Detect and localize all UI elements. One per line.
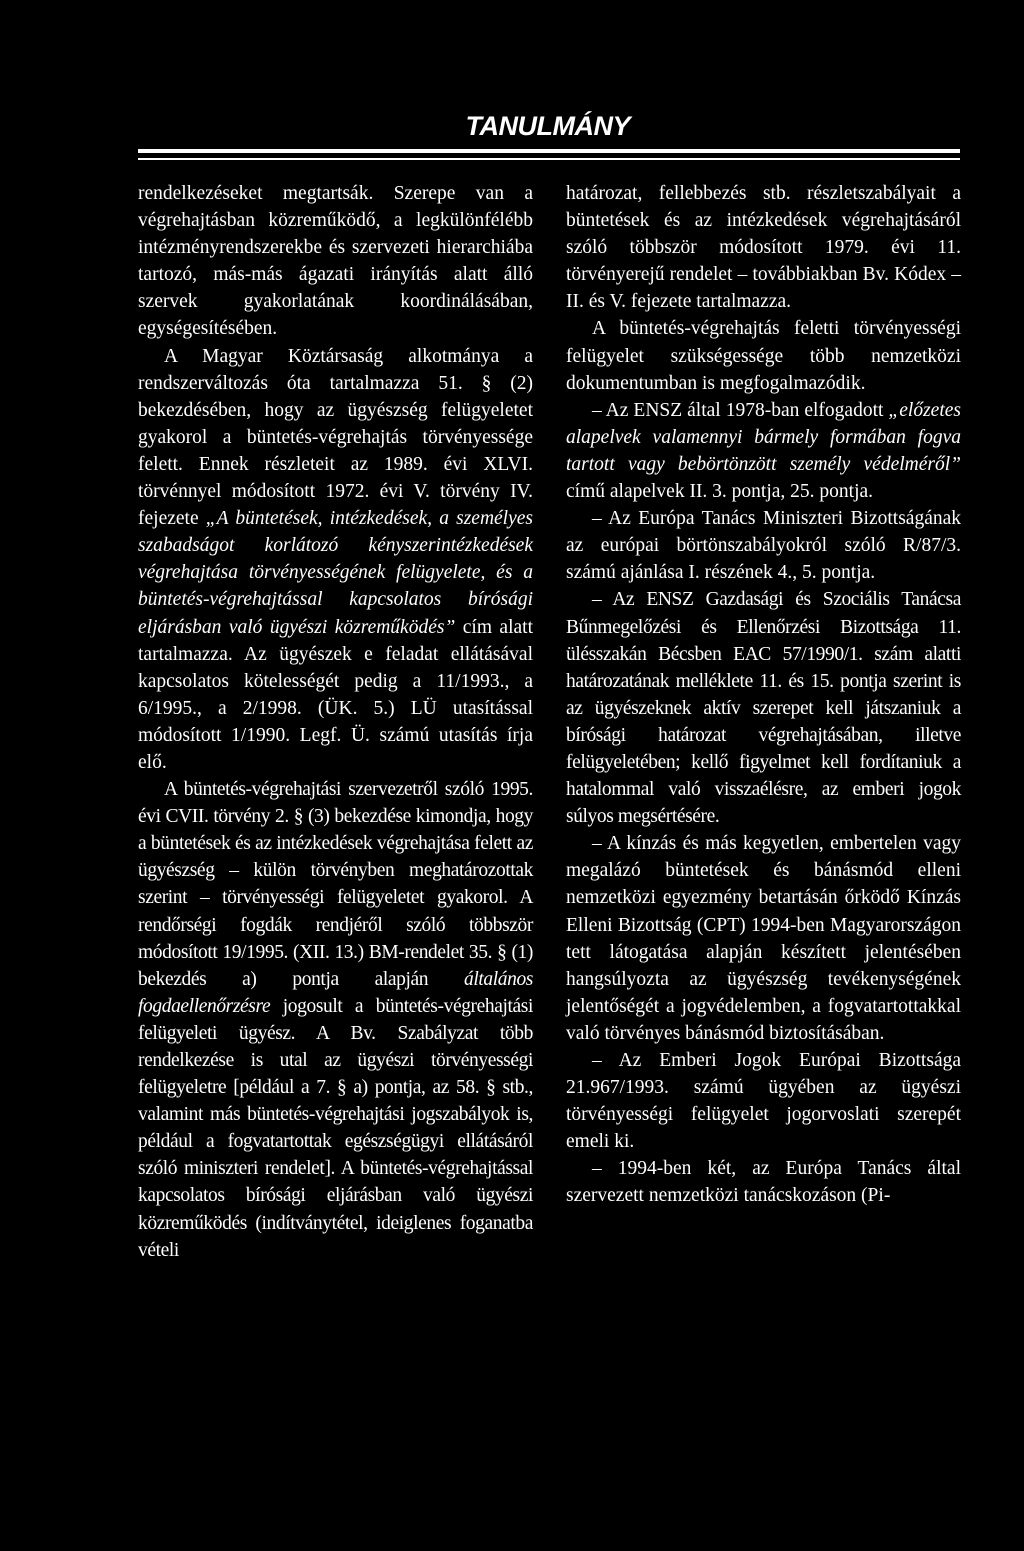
left-column xyxy=(138,180,533,1264)
paragraph: – Az ENSZ Gazdasági és Szociális Tanácsa Bűnmegelőzési és Ellenőrzési Bizottsága 11. ülésszakán Bécsben EAC 57/1990/1. szám alatti határozatának melléklete 11. és 15. pontja szerint is az ügyészeknek aktív szerepet kell játszaniuk a bírósági határozat végrehajtásában, illetve felügyeletében; kellő figyelmet kell fordítaniuk a hatalommal való visszaélésre, az emberi jogok súlyos megsértésére. xyxy=(566,589,961,828)
paragraph: A büntetés-végrehajtás feletti törvényességi felügyelet szükségessége több nemzetközi dokumentumban is megfogalmazódik. xyxy=(566,318,961,394)
paragraph-text: A Magyar Köztársaság alkotmánya a rendszerváltozás óta tartalmazza 51. § (2) bekezdésében, hogy az ügyészség felügyeletet gyakorol a büntetés-végrehajtás törvényessége felett. Ennek részleteit az 1989. évi XLVI. törvénnyel módosított 1972. évi V. törvény IV. fejezete xyxy=(138,345,533,530)
header-rule-thin xyxy=(138,158,960,160)
paragraph: – 1994-ben két, az Európa Tanács által szervezett nemzetközi tanácskozáson (Pi- xyxy=(566,1158,961,1207)
paragraph xyxy=(566,397,961,505)
section-title: TANULMÁNY xyxy=(465,111,630,141)
header-rule-thick xyxy=(138,149,960,153)
paragraph-text: A büntetés-végrehajtási szervezetről szóló 1995. évi CVII. törvény 2. § (3) bekezdése kimondja, hogy a büntetések és az intézkedések végrehajtása felett az ügyészség – külön törvényben meghatározottak szerint – törvényességi felügyeletet gyakorol. A rendőrségi fogdák rendjéről szóló többször módosított 19/1995. (XII. 13.) BM-rendelet 35. § (1) bekezdés a) pontja alapján xyxy=(138,779,533,990)
paragraph-text: – Az ENSZ által 1978-ban elfogadott xyxy=(592,399,889,421)
paragraph-text: című alapelvek II. 3. pontja, 25. pontja. xyxy=(566,481,874,503)
paragraph: – Az Európa Tanács Miniszteri Bizottságának az európai börtönszabályokról szóló R/87/3. számú ajánlása I. részének 4., 5. pontja. xyxy=(566,508,961,584)
paragraph-text: jogosult a büntetés-végrehajtási felügyeleti ügyész. A Bv. Szabályzat több rendelkezése is utal az ügyészi törvényességi felügyeletre [például a 7. § a) pontja, az 58. § stb., valamint más büntetés-végrehajtási jogszabályok is, például a fogvatartottak egészségügyi ellátásáról szóló miniszteri rendelet]. A büntetés-végrehajtással kapcsolatos bírósági eljárásban való ügyészi közreműködés (indítványtétel, ideiglenes foganatba vételi xyxy=(138,995,533,1261)
italic-title: „előzetes alapelvek valamennyi bármely formában fogva tartott vagy bebörtönzött személy védelméről” xyxy=(566,399,961,475)
italic-term: általános fogdaellenőrzésre xyxy=(138,968,533,1017)
paragraph: – A kínzás és más kegyetlen, embertelen vagy megalázó büntetések és bánásmód elleni nemzetközi egyezmény betartásán őrködő Kínzás Elleni Bizottság (CPT) 1994-ben Magyarországon tett látogatása alapján készített jelentésében hangsúlyozta az ügyészség tevékenységének jelentőségét a jogvédelemben, a fogvatartottakkal való törvényes bánásmód biztosításában. xyxy=(566,833,961,1044)
paragraph: – Az Emberi Jogok Európai Bizottsága 21.967/1993. számú ügyében az ügyészi törvényességi felügyelet jogorvoslati szerepét emeli ki. xyxy=(566,1050,961,1153)
paragraph-text: cím alatt tartalmazza. Az ügyészek e feladat ellátásával kapcsolatos kötelességét pedig a 11/1993., a 6/1995., a 2/1998. (ÜK. 5.) LÜ utasítással módosított 1/1990. Legf. Ü. számú utasítás írja elő. xyxy=(138,616,533,773)
paragraph: rendelkezéseket megtartsák. Szerepe van a végrehajtásban közreműködő, a legkülönfélébb intézményrendszerekbe és szervezeti hierarchiába tartozó, más-más ágazati irányítás alatt álló szervek gyakorlatának koordinálásában, egységesítésében. xyxy=(138,183,533,340)
right-column xyxy=(566,180,961,1210)
paragraph: határozat, fellebbezés stb. részletszabályait a büntetések és az intézkedések végrehajtásáról szóló többször módosított 1979. évi 11. törvényerejű rendelet – továbbiakban Bv. Kódex – II. és V. fejezete tartalmazza. xyxy=(566,183,961,313)
paragraph xyxy=(138,776,533,1264)
paragraph xyxy=(138,343,533,777)
italic-title: „A büntetések, intézkedések, a személyes szabadságot korlátozó kényszerintézkedések végrehajtása törvényességének felügyelete, és a büntetés-végrehajtással kapcsolatos bírósági eljárásban való ügyészi közreműködés” xyxy=(138,508,533,638)
